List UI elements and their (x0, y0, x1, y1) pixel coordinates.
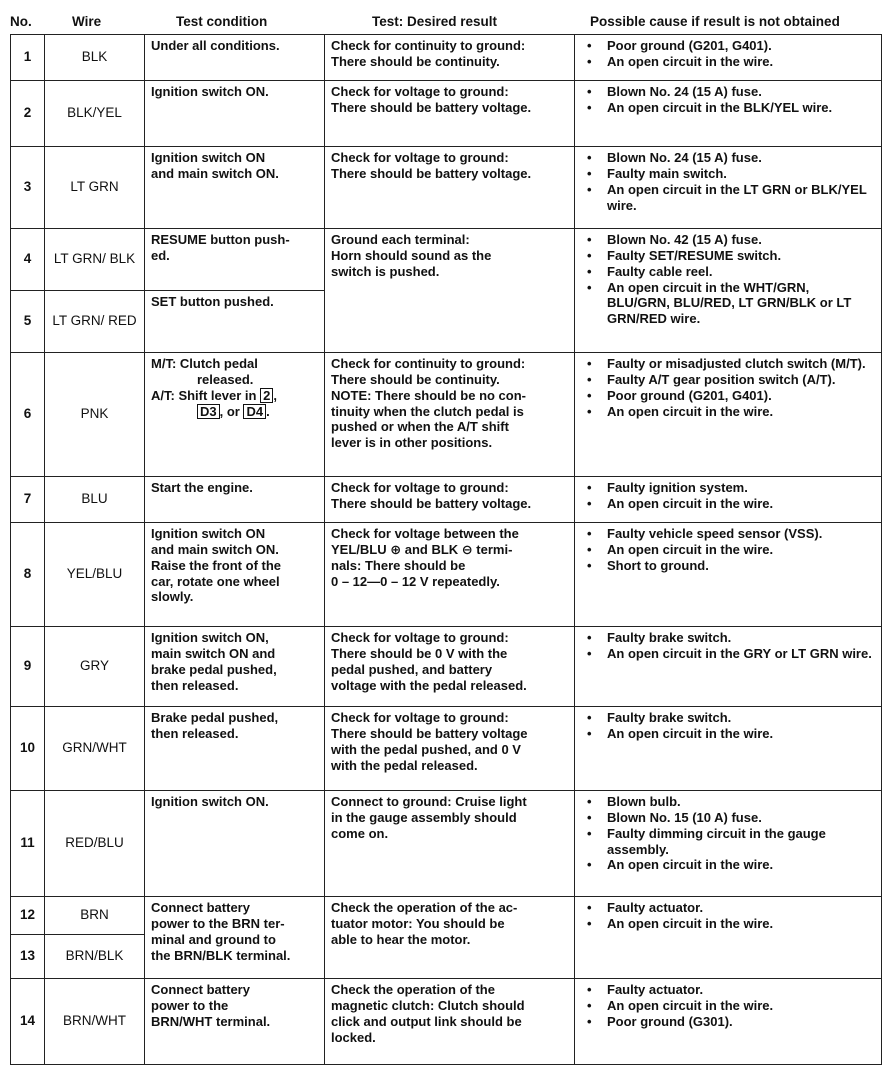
header-condition: Test condition (176, 13, 268, 29)
condition-text: A/T: Shift lever in (151, 387, 257, 403)
wire-color: RED/BLU (45, 791, 145, 897)
possible-causes (575, 229, 882, 353)
row-number: 14 (11, 979, 45, 1065)
cause-item: • Faulty A/T gear position switch (A/T). (581, 372, 875, 388)
result-line: Check for voltage to ground: (331, 84, 509, 99)
header-no: No. (10, 13, 32, 29)
row-number: 9 (11, 627, 45, 707)
result-line: voltage with the pedal released. (331, 677, 527, 693)
test-condition (145, 523, 325, 627)
header-result: Test: Desired result (372, 13, 498, 29)
result-line: nals: There should be (331, 557, 466, 573)
condition-line: then released. (151, 725, 239, 741)
condition-text: , or (219, 403, 240, 419)
result-line: magnetic clutch: Clutch should (331, 997, 525, 1013)
result-line: with the pedal pushed, and 0 V (331, 741, 521, 757)
header-cause: Possible cause if result is not obtained (590, 13, 840, 29)
wire-color: BLU (45, 477, 145, 523)
cause-item: • Faulty brake switch. (581, 630, 875, 646)
result-line: lever is in other positions. (331, 435, 493, 451)
cause-item: • Blown No. 24 (15 A) fuse. (581, 150, 875, 166)
table-row (11, 979, 882, 1065)
row-number: 11 (11, 791, 45, 897)
cause-item: • An open circuit in the WHT/GRN, BLU/GRN, BLU/RED, LT GRN/BLK or LT GRN/RED wire. (581, 280, 875, 328)
result-line: pushed or when the A/T shift (331, 419, 509, 435)
wire-color: LT GRN (45, 147, 145, 229)
table-row (11, 707, 882, 791)
test-condition (145, 147, 325, 229)
condition-line: power to the BRN ter- (151, 915, 285, 931)
row-number: 12 (11, 897, 45, 935)
cause-item: • Faulty or misadjusted clutch switch (M/T). (581, 356, 875, 372)
table-row (11, 523, 882, 627)
possible-causes (575, 979, 882, 1065)
header-wire: Wire (72, 13, 102, 29)
result-line: Check for voltage to ground: (331, 480, 509, 495)
cause-item: • An open circuit in the BLK/YEL wire. (581, 100, 875, 116)
condition-line: Under all conditions. (151, 38, 280, 53)
result-line: tinuity when the clutch pedal is (331, 403, 524, 419)
wire-color: GRY (45, 627, 145, 707)
result-line: Horn should sound as the (331, 247, 492, 263)
condition-line: power to the (151, 997, 229, 1013)
wire-color: BRN (45, 897, 145, 935)
result-line: There should be 0 V with the (331, 645, 508, 661)
wire-color: BRN/BLK (45, 935, 145, 979)
desired-result (325, 477, 575, 523)
result-line: Check for voltage between the (331, 526, 519, 541)
row-number: 6 (11, 353, 45, 477)
condition-line: Ignition switch ON (151, 150, 266, 165)
row-number: 10 (11, 707, 45, 791)
test-condition (145, 897, 325, 979)
result-line: Ground each terminal: (331, 232, 470, 247)
cause-item: • An open circuit in the wire. (581, 496, 875, 512)
possible-causes (575, 707, 882, 791)
cause-item: • An open circuit in the wire. (581, 916, 875, 932)
condition-line: released. (197, 371, 254, 387)
cause-item: • Faulty brake switch. (581, 710, 875, 726)
desired-result (325, 791, 575, 897)
result-line: There should be continuity. (331, 371, 500, 387)
wire-color: BLK (45, 35, 145, 81)
wire-color: LT GRN/ BLK (45, 229, 145, 291)
result-line: tuator motor: You should be (331, 915, 505, 931)
desired-result (325, 81, 575, 147)
cause-item: • An open circuit in the wire. (581, 542, 875, 558)
condition-line: Ignition switch ON (151, 526, 266, 541)
condition-line: Connect battery (151, 982, 250, 997)
table-row (11, 81, 882, 147)
row-number: 4 (11, 229, 45, 291)
condition-line: the BRN/BLK terminal. (151, 947, 291, 963)
table-row (11, 627, 882, 707)
result-line: Check for continuity to ground: (331, 38, 526, 53)
cause-item: • Blown No. 24 (15 A) fuse. (581, 84, 875, 100)
desired-result (325, 707, 575, 791)
condition-line: brake pedal pushed, (151, 661, 277, 677)
condition-line: A/T: Shift lever in 2 , (151, 387, 277, 403)
result-line: There should be continuity. (331, 53, 500, 69)
condition-line: and main switch ON. (151, 165, 279, 181)
cause-item: • Faulty ignition system. (581, 480, 875, 496)
cause-item: • Poor ground (G201, G401). (581, 38, 875, 54)
condition-line: Ignition switch ON. (151, 794, 269, 809)
result-line: Check for continuity to ground: (331, 356, 526, 371)
possible-causes (575, 627, 882, 707)
table-row (11, 147, 882, 229)
result-line: There should be battery voltage. (331, 99, 532, 115)
result-line: Check for voltage to ground: (331, 710, 509, 725)
result-line: There should be battery voltage. (331, 495, 532, 511)
result-line: Check the operation of the ac- (331, 900, 518, 915)
table-row (11, 477, 882, 523)
result-line: There should be battery voltage (331, 725, 528, 741)
cause-item: • Poor ground (G301). (581, 1014, 875, 1030)
cause-item: • An open circuit in the wire. (581, 726, 875, 742)
row-number: 2 (11, 81, 45, 147)
condition-line: minal and ground to (151, 931, 276, 947)
condition-text: . (266, 403, 270, 419)
cause-item: • An open circuit in the LT GRN or BLK/YEL wire. (581, 182, 875, 214)
row-number: 1 (11, 35, 45, 81)
result-line: YEL/BLU ⊕ and BLK ⊖ termi- (331, 541, 513, 557)
condition-line: ed. (151, 247, 170, 263)
test-condition (145, 707, 325, 791)
condition-line: Ignition switch ON, (151, 630, 269, 645)
desired-result (325, 897, 575, 979)
cause-item: • An open circuit in the wire. (581, 857, 875, 873)
test-condition (145, 477, 325, 523)
wire-color: YEL/BLU (45, 523, 145, 627)
cause-item: • Faulty actuator. (581, 900, 875, 916)
cause-item: • Faulty actuator. (581, 982, 875, 998)
result-line: 0 – 12—0 – 12 V repeatedly. (331, 573, 500, 589)
cause-item: • An open circuit in the GRY or LT GRN wire. (581, 646, 875, 662)
desired-result (325, 35, 575, 81)
test-condition (145, 791, 325, 897)
cause-item: • Faulty main switch. (581, 166, 875, 182)
condition-line: main switch ON and (151, 645, 276, 661)
cause-item: • Blown No. 42 (15 A) fuse. (581, 232, 875, 248)
result-line: in the gauge assembly should (331, 809, 517, 825)
possible-causes (575, 791, 882, 897)
result-line: pedal pushed, and battery (331, 661, 493, 677)
result-line: able to hear the motor. (331, 931, 471, 947)
wiring-test-table (10, 34, 882, 1065)
possible-causes (575, 353, 882, 477)
possible-causes (575, 35, 882, 81)
cause-item: • Blown bulb. (581, 794, 875, 810)
condition-line: Connect battery (151, 900, 250, 915)
row-number: 8 (11, 523, 45, 627)
wire-color: PNK (45, 353, 145, 477)
cause-item: • Blown No. 15 (10 A) fuse. (581, 810, 875, 826)
cause-item: • An open circuit in the wire. (581, 404, 875, 420)
result-line: come on. (331, 825, 389, 841)
test-condition (145, 81, 325, 147)
result-line: There should be battery voltage. (331, 165, 532, 181)
condition-line: SET button pushed. (151, 294, 274, 309)
cause-item: • Faulty dimming circuit in the gauge assembly. (581, 826, 875, 858)
result-line: switch is pushed. (331, 263, 440, 279)
possible-causes (575, 81, 882, 147)
condition-line: Ignition switch ON. (151, 84, 269, 99)
row-number: 5 (11, 291, 45, 353)
cause-item: • An open circuit in the wire. (581, 54, 875, 70)
condition-line: RESUME button push- (151, 232, 290, 247)
possible-causes (575, 477, 882, 523)
desired-result (325, 979, 575, 1065)
cause-item: • Short to ground. (581, 558, 875, 574)
condition-line: M/T: Clutch pedal (151, 356, 258, 371)
condition-line (151, 404, 318, 420)
cause-item: • Poor ground (G201, G401). (581, 388, 875, 404)
wire-color: BLK/YEL (45, 81, 145, 147)
table-row (11, 229, 882, 291)
table-row (11, 353, 882, 477)
wire-color: GRN/WHT (45, 707, 145, 791)
wire-color: BRN/WHT (45, 979, 145, 1065)
row-number: 7 (11, 477, 45, 523)
cause-item: • Faulty SET/RESUME switch. (581, 248, 875, 264)
result-line: Check for voltage to ground: (331, 630, 509, 645)
condition-line: Brake pedal pushed, (151, 710, 279, 725)
condition-line: Raise the front of the (151, 557, 282, 573)
result-line: Connect to ground: Cruise light (331, 794, 527, 809)
result-line: NOTE: There should be no con- (331, 387, 526, 403)
condition-line: slowly. (151, 589, 194, 605)
gear-position-box: 2 (260, 388, 273, 404)
table-row (11, 35, 882, 81)
desired-result (325, 229, 575, 353)
result-line: with the pedal released. (331, 757, 478, 773)
cause-item: • Faulty vehicle speed sensor (VSS). (581, 526, 875, 542)
result-line: Check the operation of the (331, 982, 495, 997)
desired-result (325, 627, 575, 707)
possible-causes (575, 897, 882, 979)
test-condition (145, 35, 325, 81)
result-line: click and output link should be (331, 1013, 522, 1029)
cause-item: • An open circuit in the wire. (581, 998, 875, 1014)
test-condition (145, 229, 325, 291)
desired-result (325, 523, 575, 627)
test-condition (145, 291, 325, 353)
cause-item: • Faulty cable reel. (581, 264, 875, 280)
condition-line: car, rotate one wheel (151, 573, 280, 589)
test-condition (145, 353, 325, 477)
row-number: 3 (11, 147, 45, 229)
possible-causes (575, 523, 882, 627)
row-number: 13 (11, 935, 45, 979)
condition-line: and main switch ON. (151, 541, 279, 557)
test-condition (145, 627, 325, 707)
possible-causes (575, 147, 882, 229)
wire-color: LT GRN/ RED (45, 291, 145, 353)
test-condition (145, 979, 325, 1065)
desired-result (325, 353, 575, 477)
condition-line: then released. (151, 677, 239, 693)
table-row (11, 791, 882, 897)
desired-result (325, 147, 575, 229)
gear-position-box: D4 (243, 404, 266, 420)
gear-position-box: D3 (197, 404, 220, 420)
result-line: locked. (331, 1029, 376, 1045)
table-row (11, 897, 882, 935)
condition-line: Start the engine. (151, 480, 253, 495)
result-line: Check for voltage to ground: (331, 150, 509, 165)
condition-line: BRN/WHT terminal. (151, 1013, 271, 1029)
